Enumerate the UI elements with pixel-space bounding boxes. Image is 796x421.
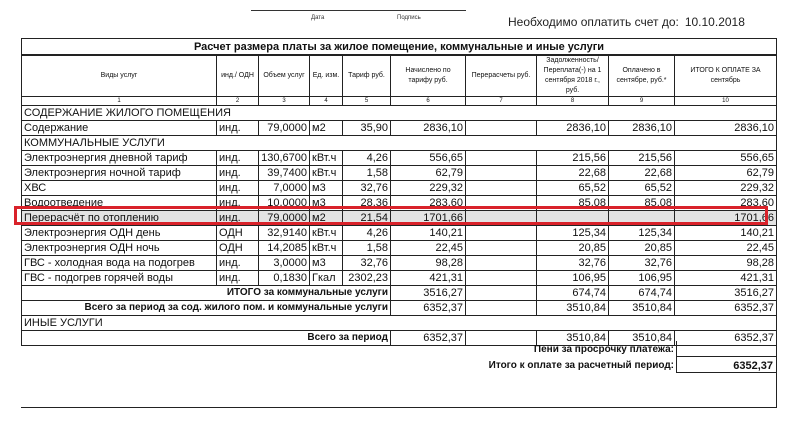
service-volume: 10,0000: [259, 196, 310, 211]
service-debt: 215,56: [537, 151, 609, 166]
service-paid: 20,85: [609, 241, 675, 256]
service-unit: кВт.ч: [310, 241, 343, 256]
service-debt: 106,95: [537, 271, 609, 286]
due-label: Необходимо оплатить счет до:: [508, 15, 679, 29]
section-title: КОММУНАЛЬНЫЕ УСЛУГИ: [22, 136, 777, 151]
total-recalc: [466, 301, 537, 316]
service-paid: 106,95: [609, 271, 675, 286]
table-row: [22, 241, 777, 256]
service-name: Содержание: [22, 121, 217, 136]
section-row-utilities: [22, 136, 777, 151]
service-tariff: 32,76: [343, 181, 391, 196]
total-due: 6352,37: [675, 331, 777, 346]
service-recalc: [466, 271, 537, 286]
col-number: 9: [609, 97, 675, 106]
service-paid: 22,68: [609, 166, 675, 181]
total-paid: 3510,84: [609, 301, 675, 316]
service-paid: 65,52: [609, 181, 675, 196]
service-type: инд.: [217, 211, 259, 226]
service-type: инд.: [217, 151, 259, 166]
service-volume: 14,2085: [259, 241, 310, 256]
service-debt: 2836,10: [537, 121, 609, 136]
signature-line: [251, 10, 466, 11]
service-unit: кВт.ч: [310, 226, 343, 241]
service-name: Перерасчёт по отоплению: [22, 211, 217, 226]
service-name: Водоотведение: [22, 196, 217, 211]
service-debt: 125,34: [537, 226, 609, 241]
service-recalc: [466, 226, 537, 241]
service-volume: 79,0000: [259, 211, 310, 226]
service-unit: м2: [310, 121, 343, 136]
service-total: 229,32: [675, 181, 777, 196]
service-name: Электроэнергия ОДН день: [22, 226, 217, 241]
total-debt: 674,74: [537, 286, 609, 301]
col-header: Задолженность/Переплата(-) на 1 сентября 2018 г., руб.: [537, 56, 609, 97]
service-volume: 32,9140: [259, 226, 310, 241]
service-volume: 7,0000: [259, 181, 310, 196]
table-row: [22, 226, 777, 241]
service-total: 140,21: [675, 226, 777, 241]
service-paid: 215,56: [609, 151, 675, 166]
section-row-housing: [22, 106, 777, 121]
total-label: Всего за период: [22, 331, 391, 346]
service-recalc: [466, 211, 537, 226]
service-name: ГВС - подогрев горячей воды: [22, 271, 217, 286]
total-charged: 3516,27: [391, 286, 466, 301]
col-number: 6: [391, 97, 466, 106]
table-row: [22, 271, 777, 286]
col-number: 7: [466, 97, 537, 106]
service-total: 2836,10: [675, 121, 777, 136]
service-charged: 140,21: [391, 226, 466, 241]
total-debt: 3510,84: [537, 331, 609, 346]
service-total: 98,28: [675, 256, 777, 271]
service-paid: 32,76: [609, 256, 675, 271]
service-debt: 22,68: [537, 166, 609, 181]
service-type: инд.: [217, 271, 259, 286]
service-total: 1701,66: [675, 211, 777, 226]
total-paid: 674,74: [609, 286, 675, 301]
service-debt: [537, 211, 609, 226]
service-unit: кВт.ч: [310, 151, 343, 166]
column-number-row: [22, 97, 777, 106]
service-tariff: 21,54: [343, 211, 391, 226]
signature-label: Подпись: [397, 15, 421, 21]
table-row: [22, 256, 777, 271]
service-charged: 556,65: [391, 151, 466, 166]
service-total: 283,60: [675, 196, 777, 211]
service-unit: кВт.ч: [310, 166, 343, 181]
total-charged: 6352,37: [391, 331, 466, 346]
service-tariff: 32,76: [343, 256, 391, 271]
bill-title: Расчет размера платы за жилое помещение, коммунальные и иные услуги: [21, 38, 776, 55]
total-row-period-all: [22, 301, 777, 316]
service-tariff: 2302,23: [343, 271, 391, 286]
col-number: 8: [537, 97, 609, 106]
service-debt: 85,08: [537, 196, 609, 211]
service-charged: 1701,66: [391, 211, 466, 226]
service-unit: м3: [310, 181, 343, 196]
service-volume: 3,0000: [259, 256, 310, 271]
col-header: Начислено по тарифу руб.: [391, 56, 466, 97]
charges-table: [21, 55, 777, 346]
service-name: Электроэнергия дневной тариф: [22, 151, 217, 166]
service-debt: 65,52: [537, 181, 609, 196]
col-number: 5: [343, 97, 391, 106]
col-header: Объем услуг: [259, 56, 310, 97]
section-title: ИНЫЕ УСЛУГИ: [22, 316, 777, 331]
service-recalc: [466, 151, 537, 166]
due-date: 10.10.2018: [684, 15, 745, 29]
service-debt: 20,85: [537, 241, 609, 256]
service-debt: 32,76: [537, 256, 609, 271]
service-total: 22,45: [675, 241, 777, 256]
service-name: ГВС - холодная вода на подогрев: [22, 256, 217, 271]
service-type: инд.: [217, 256, 259, 271]
service-paid: 85,08: [609, 196, 675, 211]
service-type: ОДН: [217, 241, 259, 256]
total-row-utilities: [22, 286, 777, 301]
col-header: ИТОГО К ОПЛАТЕ ЗА сентябрь: [675, 56, 777, 97]
footer-divider: [676, 356, 776, 357]
service-recalc: [466, 181, 537, 196]
col-header: Перерасчеты руб.: [466, 56, 537, 97]
service-volume: 79,0000: [259, 121, 310, 136]
total-label: ИТОГО за коммунальные услуги: [22, 286, 391, 301]
service-charged: 62,79: [391, 166, 466, 181]
service-charged: 98,28: [391, 256, 466, 271]
service-tariff: 1,58: [343, 241, 391, 256]
col-number: 1: [22, 97, 217, 106]
service-total: 556,65: [675, 151, 777, 166]
table-row: [22, 121, 777, 136]
total-label: Всего за период за сод. жилого пом. и коммунальные услуги: [22, 301, 391, 316]
total-paid: 3510,84: [609, 331, 675, 346]
section-title: СОДЕРЖАНИЕ ЖИЛОГО ПОМЕЩЕНИЯ: [22, 106, 777, 121]
table-row: [22, 181, 777, 196]
service-unit: м2: [310, 211, 343, 226]
service-recalc: [466, 256, 537, 271]
service-name: ХВС: [22, 181, 217, 196]
service-charged: 229,32: [391, 181, 466, 196]
service-type: инд.: [217, 181, 259, 196]
col-number: 4: [310, 97, 343, 106]
table-row-selected: [22, 211, 777, 226]
service-recalc: [466, 196, 537, 211]
col-number: 10: [675, 97, 777, 106]
final-total-value: 6352,37: [733, 360, 773, 372]
service-paid: 125,34: [609, 226, 675, 241]
col-number: 3: [259, 97, 310, 106]
service-name: Электроэнергия ОДН ночь: [22, 241, 217, 256]
due-date-line: [508, 15, 745, 29]
service-charged: 421,31: [391, 271, 466, 286]
footer-divider: [676, 341, 677, 372]
footer-divider: [676, 372, 776, 373]
service-unit: Гкал: [310, 271, 343, 286]
col-header: Ед. изм.: [310, 56, 343, 97]
service-recalc: [466, 241, 537, 256]
total-debt: 3510,84: [537, 301, 609, 316]
service-volume: 0,1830: [259, 271, 310, 286]
col-header: Тариф руб.: [343, 56, 391, 97]
service-tariff: 28,36: [343, 196, 391, 211]
service-unit: м3: [310, 256, 343, 271]
col-header: Оплачено в сентябре, руб.*: [609, 56, 675, 97]
table-row: [22, 151, 777, 166]
final-total-label: Итого к оплате за расчетный период:: [488, 360, 674, 371]
service-charged: 2836,10: [391, 121, 466, 136]
col-header: Виды услуг: [22, 56, 217, 97]
table-row: [22, 196, 777, 211]
service-type: инд.: [217, 166, 259, 181]
service-paid: 2836,10: [609, 121, 675, 136]
total-due: 3516,27: [675, 286, 777, 301]
service-recalc: [466, 166, 537, 181]
total-recalc: [466, 286, 537, 301]
service-charged: 283,60: [391, 196, 466, 211]
service-unit: м3: [310, 196, 343, 211]
service-charged: 22,45: [391, 241, 466, 256]
section-row-other: [22, 316, 777, 331]
col-header: инд./ ОДН: [217, 56, 259, 97]
col-number: 2: [217, 97, 259, 106]
total-charged: 6352,37: [391, 301, 466, 316]
service-type: инд.: [217, 196, 259, 211]
service-tariff: 4,26: [343, 226, 391, 241]
total-due: 6352,37: [675, 301, 777, 316]
service-type: ОДН: [217, 226, 259, 241]
service-total: 421,31: [675, 271, 777, 286]
service-tariff: 4,26: [343, 151, 391, 166]
service-paid: [609, 211, 675, 226]
date-label: Дата: [311, 15, 325, 21]
service-tariff: 1,58: [343, 166, 391, 181]
column-header-row: [22, 56, 777, 97]
service-name: Электроэнергия ночной тариф: [22, 166, 217, 181]
penalty-label: Пени за просрочку платежа:: [533, 344, 674, 355]
service-total: 62,79: [675, 166, 777, 181]
table-row: [22, 166, 777, 181]
service-volume: 39,7400: [259, 166, 310, 181]
service-type: инд.: [217, 121, 259, 136]
service-tariff: 35,90: [343, 121, 391, 136]
service-volume: 130,6700: [259, 151, 310, 166]
service-recalc: [466, 121, 537, 136]
